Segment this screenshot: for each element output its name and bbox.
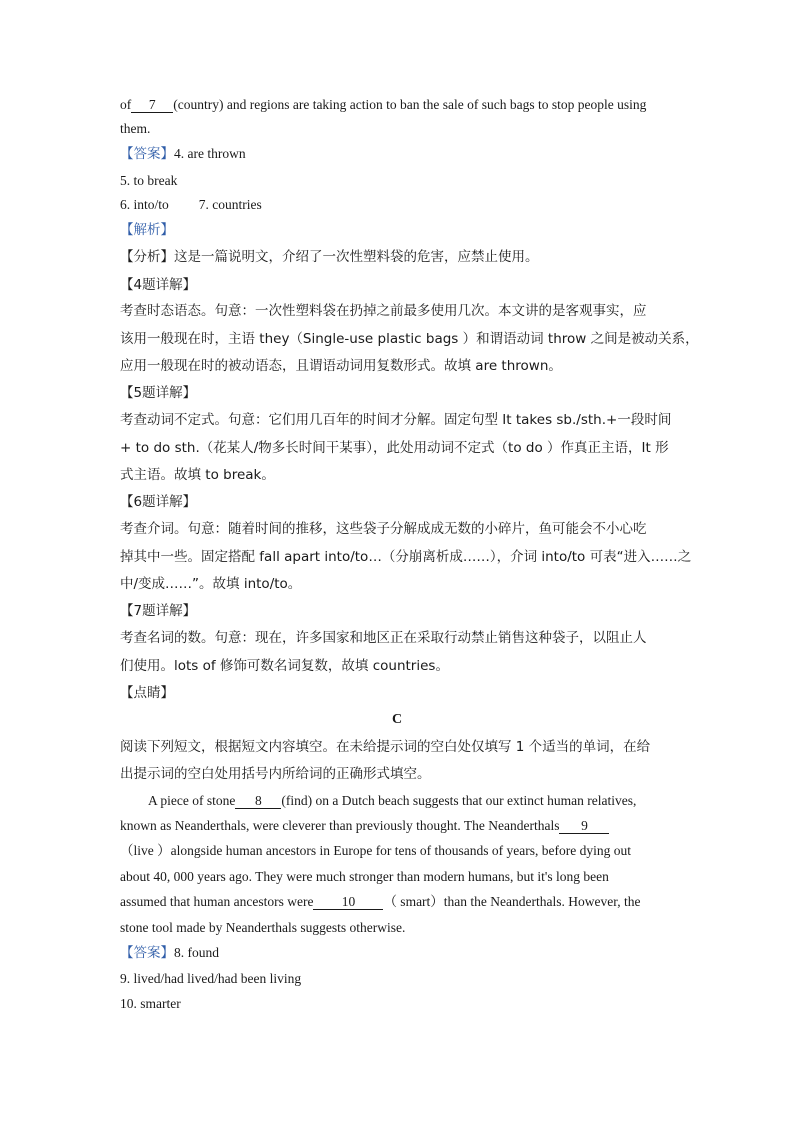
- section-instructions: 阅读下列短文，根据短文内容填空。在未给提示词的空白处仅填写 1 个适当的单词，在给: [120, 739, 651, 755]
- passage-line: A piece of stone 8 (find) on a Dutch beach suggests that our extinct human relatives,: [148, 793, 637, 808]
- passage-line: of 7 (country) and regions are taking action to ban the sale of such bags to stop people using: [120, 97, 647, 112]
- passage-line: stone tool made by Neanderthals suggests otherwise.: [120, 920, 406, 935]
- blank-8: 8: [235, 793, 281, 809]
- section-instructions: 出提示词的空白处用括号内所给词的正确形式填空。: [120, 766, 431, 782]
- passage-line: assumed that human ancestors were 10 （ smart）than the Neanderthals. However, the: [120, 894, 641, 909]
- q6-explanation: 考查介词。句意：随着时间的推移，这些袋子分解成成无数的小碎片，鱼可能会不小心吃: [120, 521, 647, 537]
- passage-line: known as Neanderthals, were cleverer than previously thought. The Neanderthals 9: [120, 817, 609, 835]
- q7-explanation: 们使用。lots of 修饰可数名词复数，故填 countries。: [120, 658, 449, 674]
- q5-explanation: 考查动词不定式。句意：它们用几百年的时间才分解。固定句型 It takes sb./sth.+一段时间: [120, 412, 672, 428]
- answer-line: 【答案】4. are thrown: [120, 146, 246, 162]
- q7-explanation: 考查名词的数。句意：现在，许多国家和地区正在采取行动禁止销售这种袋子，以阻止人: [120, 630, 647, 646]
- q5-heading: 【5题详解】: [120, 385, 197, 401]
- passage-line: （live ）alongside human ancestors in Europe for tens of thousands of years, before dying out: [120, 843, 632, 858]
- analysis-summary: 【分析】这是一篇说明文，介绍了一次性塑料袋的危害，应禁止使用。: [120, 249, 539, 265]
- q4-explanation: 考查时态语态。句意：一次性塑料袋在扔掉之前最多使用几次。本文讲的是客观事实，应: [120, 303, 647, 319]
- q4-explanation: 该用一般现在时，主语 they（Single-use plastic bags ）和谓语动词 throw 之间是被动关系，: [120, 331, 699, 347]
- dianjing-label: 【点睛】: [120, 685, 174, 701]
- q6-heading: 【6题详解】: [120, 494, 197, 510]
- q5-explanation: 式主语。故填 to break。: [120, 467, 275, 483]
- answer-line: 5. to break: [120, 173, 178, 188]
- q7-heading: 【7题详解】: [120, 603, 197, 619]
- answer-line: 9. lived/had lived/had been living: [120, 971, 302, 986]
- q5-explanation: + to do sth.（花某人/物多长时间干某事），此处用动词不定式（to do ）作真正主语，It 形: [120, 440, 669, 456]
- q6-explanation: 掉其中一些。固定搭配 fall apart into/to…（分崩离析成……），介词 into/to 可表“进入……之: [120, 549, 692, 565]
- answer-line: 【答案】8. found: [120, 945, 219, 961]
- q4-explanation: 应用一般现在时的被动语态，且谓语动词用复数形式。故填 are thrown。: [120, 358, 562, 374]
- passage-line: about 40, 000 years ago. They were much stronger than modern humans, but it's long been: [120, 869, 609, 884]
- answer-line: 10. smarter: [120, 996, 181, 1011]
- blank-10: 10: [313, 894, 383, 910]
- section-title: C: [391, 712, 403, 727]
- q4-heading: 【4题详解】: [120, 277, 197, 293]
- blank-9: 9: [559, 818, 609, 834]
- answer-label: 【答案】: [120, 945, 174, 961]
- answer-line: 6. into/to 7. countries: [120, 197, 262, 212]
- blank-7: 7: [131, 97, 173, 113]
- answer-label: 【答案】: [120, 146, 174, 162]
- q6-explanation: 中/变成……”。故填 into/to。: [120, 576, 302, 592]
- analysis-label: 【解析】: [120, 222, 174, 238]
- passage-line: them.: [120, 121, 151, 136]
